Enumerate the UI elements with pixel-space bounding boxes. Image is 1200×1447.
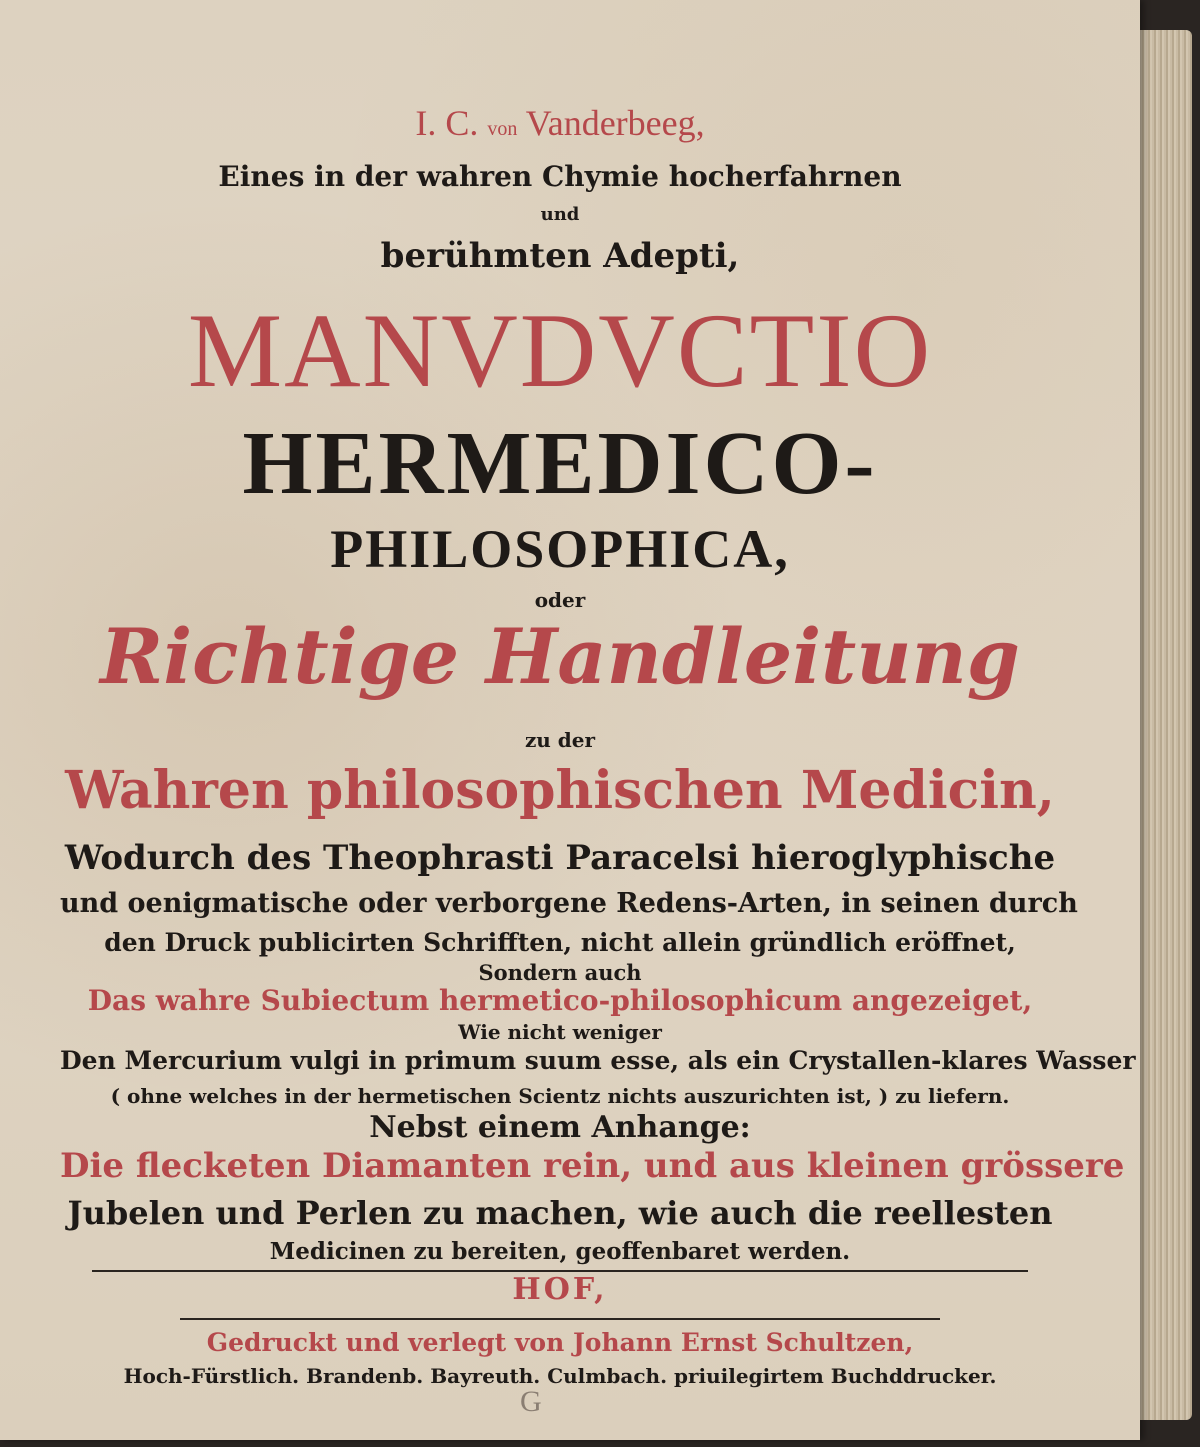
line-adepti: berühmten Adepti, <box>380 236 740 276</box>
line-eines: Eines in der wahren Chymie hocherfahrnen <box>218 160 902 193</box>
author-name: Vanderbeeg, <box>525 103 705 143</box>
subtitle-handleitung: Richtige Handleitung <box>100 612 1020 701</box>
line-wodurch: Wodurch des Theophrasti Paracelsi hieroglyphische <box>64 838 1056 878</box>
line-ohne: ( ohne welches in der hermetischen Scientz nichts auszurichten ist, ) zu liefern. <box>110 1084 1010 1108</box>
imprint-printer: Gedruckt und verlegt von Johann Ernst Schultzen, <box>206 1328 914 1357</box>
line-wie-nicht: Wie nicht weniger <box>458 1020 662 1044</box>
line-sondern: Sondern auch <box>478 960 642 985</box>
line-und: und <box>540 204 580 225</box>
line-oder: oder <box>534 588 586 612</box>
line-wahren-medicin: Wahren philosophischen Medicin, <box>65 760 1055 821</box>
title-text-column <box>60 0 1136 1440</box>
author-von: von <box>487 118 518 140</box>
author-line <box>60 102 1060 144</box>
rule-lower <box>180 1318 940 1320</box>
imprint-place: HOF, <box>512 1272 608 1307</box>
line-nebst: Nebst einem Anhange: <box>369 1110 751 1145</box>
line-diamanten: Die flecketen Diamanten rein, und aus kleinen grössere <box>60 1146 1125 1186</box>
line-jubelen: Jubelen und Perlen zu machen, wie auch die reellesten <box>67 1194 1053 1232</box>
line-druck: den Druck publicirten Schrifften, nicht allein gründlich eröffnet, <box>104 928 1016 957</box>
folio-mark: G <box>520 1385 542 1418</box>
line-subiectum: Das wahre Subiectum hermetico-philosophicum angezeiget, <box>87 984 1033 1017</box>
line-medicinen: Medicinen zu bereiten, geoffenbaret werden. <box>269 1238 851 1265</box>
line-mercurium: Den Mercurium vulgi in primum suum esse, als ein Crystallen-klares Wasser <box>60 1046 1136 1075</box>
line-oenigmatische: und oenigmatische oder verborgene Redens-Arten, in seinen durch <box>60 888 1078 919</box>
title-hermedico: HERMEDICO- <box>242 414 878 513</box>
imprint-privileged: Hoch-Fürstlich. Brandenb. Bayreuth. Culmbach. priuilegirtem Buchddrucker. <box>123 1364 997 1388</box>
author-initials: I. C. <box>415 103 479 143</box>
title-philosophica: PHILOSOPHICA, <box>330 519 790 579</box>
title-manuductio: MANVDVCTIO <box>187 292 933 409</box>
line-zu-der: zu der <box>524 728 596 752</box>
